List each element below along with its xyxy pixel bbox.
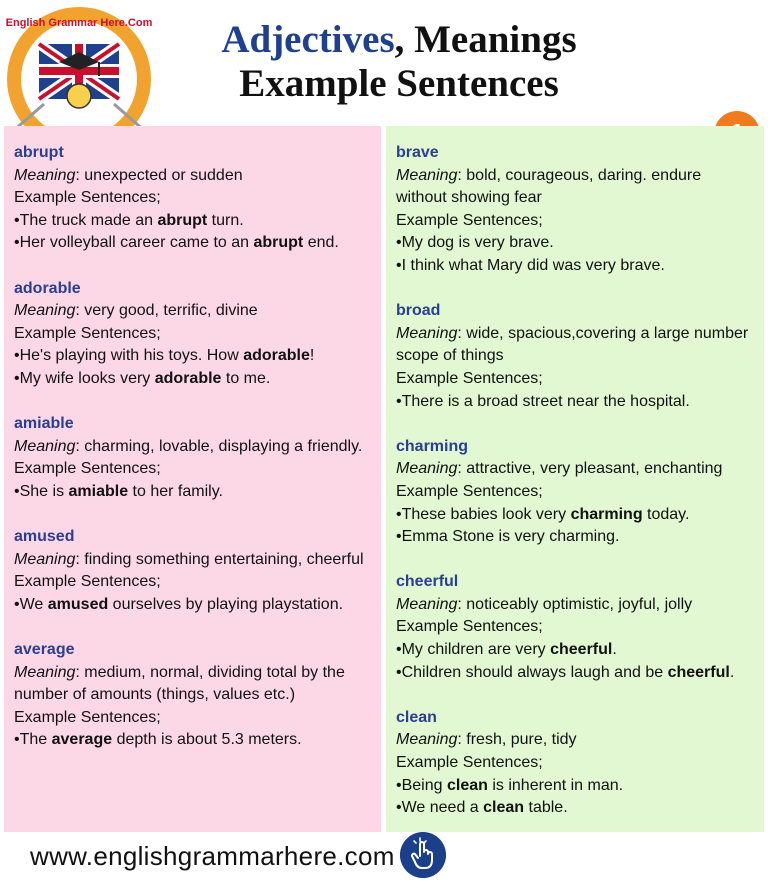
entry-word: cheerful: [396, 573, 459, 591]
entry-amused: [14, 526, 371, 616]
example-sentence: [14, 210, 371, 233]
example-sentence: [396, 797, 754, 820]
right-column: [386, 126, 764, 832]
example-keyword: adorable: [154, 369, 222, 387]
example-pre: •The truck made an: [14, 211, 158, 229]
example-keyword: adorable: [243, 347, 310, 365]
entry-word: abrupt: [14, 144, 64, 161]
example-pre: •Being: [396, 776, 447, 794]
meaning-label: Meaning: [14, 166, 76, 184]
example-post: !: [309, 347, 315, 365]
example-sentence: [14, 729, 371, 752]
example-sentence: [396, 639, 754, 662]
entry-clean: [396, 707, 754, 820]
entry-average: [14, 639, 371, 752]
entry-word: average: [14, 641, 75, 659]
pointer-hand-icon[interactable]: [400, 832, 446, 878]
meaning-label: Meaning: [396, 731, 458, 749]
example-pre: •My children are very: [396, 641, 551, 659]
example-pre: •The: [14, 731, 52, 749]
left-column: [4, 126, 381, 832]
entry-adorable: [14, 278, 371, 391]
examples-label: Example Sentences;: [14, 189, 161, 207]
example-post: is inherent in man.: [487, 776, 624, 794]
entry-meaning: [14, 165, 371, 188]
examples-label: Example Sentences;: [14, 460, 161, 478]
example-sentence: [14, 368, 371, 391]
entry-meaning: [396, 458, 754, 481]
entry-cheerful: [396, 571, 754, 684]
title-accent: Adjectives: [221, 18, 395, 61]
example-pre: •She is: [14, 482, 69, 500]
example-keyword: average: [51, 731, 113, 749]
entry-word: clean: [396, 708, 437, 726]
example-post: to me.: [221, 369, 271, 387]
example-post: ourselves by playing playstation.: [108, 595, 344, 613]
entry-meaning: [14, 300, 371, 323]
example-sentence: [396, 775, 754, 798]
example-sentence: [396, 504, 754, 527]
example-pre: •Her volleyball career came to an: [14, 234, 254, 252]
example-sentence: [396, 232, 754, 255]
example-keyword: amiable: [68, 482, 129, 500]
examples-label: Example Sentences;: [14, 708, 161, 726]
example-keyword: cheerful: [550, 641, 613, 659]
example-pre: •We: [14, 595, 48, 613]
example-post: .: [729, 663, 735, 681]
entry-broad: [396, 300, 754, 413]
meaning-label: Meaning: [396, 460, 458, 478]
example-keyword: abrupt: [253, 234, 304, 252]
example-post: end.: [303, 234, 339, 252]
example-keyword: abrupt: [157, 211, 208, 229]
example-keyword: clean: [483, 799, 525, 817]
entry-word: adorable: [14, 279, 81, 297]
example-pre: •Children should always laugh and be: [396, 663, 668, 681]
entry-meaning: [396, 323, 754, 368]
meaning-label: Meaning: [14, 663, 76, 681]
meaning-text: : bold, courageous, daring. endure without showing fear: [396, 166, 702, 207]
example-pre: •He's playing with his toys. How: [14, 347, 244, 365]
svg-text:English Grammar Here.Com: English Grammar Here.Com: [5, 17, 153, 29]
example-keyword: charming: [570, 505, 643, 523]
example-pre: •My wife looks very: [14, 369, 155, 387]
example-sentence: [396, 255, 754, 278]
example-sentence: [14, 345, 371, 368]
entry-word: amused: [14, 528, 75, 546]
meaning-label: Meaning: [396, 595, 458, 613]
example-pre: •I think what Mary did was very brave.: [396, 256, 665, 274]
example-sentence: [396, 391, 754, 414]
example-post: today.: [642, 505, 690, 523]
entry-meaning: [396, 594, 754, 617]
example-sentence: [14, 594, 371, 617]
meaning-label: Meaning: [14, 437, 76, 455]
example-post: to her family.: [128, 482, 223, 500]
title-line2: Example Sentences: [239, 62, 559, 105]
meaning-text: : attractive, very pleasant, enchanting: [457, 460, 723, 478]
title-part2: , Meanings: [394, 18, 577, 61]
examples-label: Example Sentences;: [14, 324, 161, 342]
page-title: [150, 18, 648, 106]
meaning-text: : wide, spacious,covering a large number scope of things: [396, 324, 749, 365]
entry-abrupt: [14, 142, 371, 255]
meaning-text: : medium, normal, dividing total by the number of amounts (things, values etc.): [14, 663, 345, 704]
entry-meaning: [14, 662, 371, 707]
example-pre: •We need a: [396, 799, 484, 817]
examples-label: Example Sentences;: [396, 754, 543, 772]
example-pre: •There is a broad street near the hospital.: [396, 392, 690, 410]
entry-charming: [396, 436, 754, 549]
example-sentence: [14, 481, 371, 504]
examples-label: Example Sentences;: [396, 211, 543, 229]
example-sentence: [14, 232, 371, 255]
example-pre: •These babies look very: [396, 505, 571, 523]
example-post: .: [612, 641, 617, 659]
entry-word: broad: [396, 302, 441, 320]
example-keyword: clean: [446, 776, 488, 794]
examples-label: Example Sentences;: [396, 369, 543, 387]
example-post: table.: [524, 799, 568, 817]
meaning-text: : very good, terrific, divine: [75, 302, 258, 320]
meaning-text: : finding something entertaining, cheerful: [75, 550, 364, 568]
meaning-label: Meaning: [396, 166, 458, 184]
examples-label: Example Sentences;: [396, 482, 543, 500]
entry-meaning: [396, 165, 754, 210]
example-pre: •Emma Stone is very charming.: [396, 528, 620, 546]
examples-label: Example Sentences;: [14, 573, 161, 591]
example-post: turn.: [207, 211, 244, 229]
entry-word: brave: [396, 144, 439, 161]
entry-meaning: [14, 436, 371, 459]
example-sentence: [396, 662, 754, 685]
entry-meaning: [396, 729, 754, 752]
meaning-text: : noticeably optimistic, joyful, jolly: [457, 595, 693, 613]
meaning-text: : unexpected or sudden: [75, 166, 243, 184]
example-pre: •My dog is very brave.: [396, 234, 554, 252]
meaning-text: : charming, lovable, displaying a friendly.: [75, 437, 363, 455]
meaning-label: Meaning: [14, 550, 76, 568]
entry-meaning: [14, 549, 371, 572]
entry-brave: [396, 142, 754, 278]
entry-amiable: [14, 413, 371, 503]
example-keyword: amused: [47, 595, 109, 613]
footer-url[interactable]: www.englishgrammarhere.com: [30, 841, 395, 871]
example-post: depth is about 5.3 meters.: [112, 731, 302, 749]
entry-word: charming: [396, 437, 469, 455]
examples-label: Example Sentences;: [396, 618, 543, 636]
meaning-label: Meaning: [396, 324, 458, 342]
example-sentence: [396, 526, 754, 549]
meaning-label: Meaning: [14, 302, 76, 320]
example-keyword: cheerful: [667, 663, 730, 681]
entry-word: amiable: [14, 415, 74, 433]
meaning-text: : fresh, pure, tidy: [457, 731, 577, 749]
